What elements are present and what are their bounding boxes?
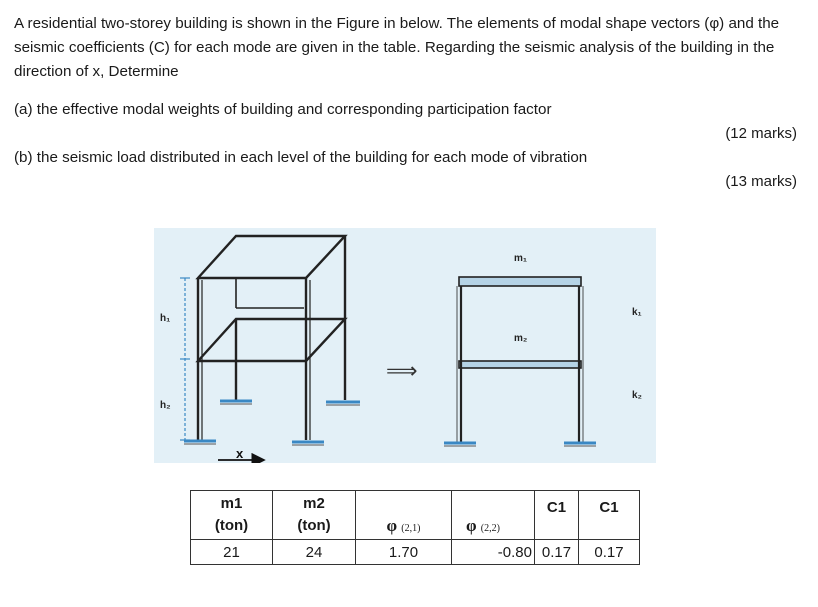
building-figure bbox=[154, 228, 656, 463]
part-b-marks: (13 marks) bbox=[725, 173, 797, 190]
table-header-row bbox=[191, 491, 640, 540]
building-diagram bbox=[154, 228, 656, 463]
c1-header-a: C1 bbox=[535, 491, 579, 540]
h2-label: h₂ bbox=[160, 400, 171, 411]
m1-value: 21 bbox=[191, 540, 273, 565]
part-a-marks: (12 marks) bbox=[725, 125, 797, 142]
modal-data-table bbox=[190, 490, 640, 565]
phi22-header: φ (2,2) bbox=[452, 491, 535, 540]
phi21-value: 1.70 bbox=[356, 540, 452, 565]
height-dimension bbox=[180, 278, 190, 440]
c1b-value: 0.17 bbox=[579, 540, 640, 565]
equivalence-arrow-icon: ⟹ bbox=[386, 359, 418, 384]
question-part-a: (a) the effective modal weights of building and corresponding participation factor bbox=[14, 101, 552, 118]
h1-label: h₁ bbox=[160, 313, 171, 324]
question-intro: A residential two-storey building is shown in the Figure in below. The elements of modal shape vectors (φ) and the seismic coefficients (C) for each mode are given in the table. Regarding the seismic analysis of the building in the direction of x, Determine bbox=[14, 15, 780, 80]
m1-label: m₁ bbox=[514, 253, 528, 264]
c1a-value: 0.17 bbox=[535, 540, 579, 565]
m1-header: m1 (ton) bbox=[191, 491, 273, 540]
table-row bbox=[191, 540, 640, 565]
m2-label: m₂ bbox=[514, 333, 528, 344]
x-direction-label: x bbox=[236, 446, 244, 461]
k1-label: k₁ bbox=[632, 307, 642, 318]
phi21-header: φ (2,1) bbox=[356, 491, 452, 540]
question-part-b: (b) the seismic load distributed in each level of the building for each mode of vibration bbox=[14, 149, 588, 166]
k2-label: k₂ bbox=[632, 390, 643, 401]
supports-3d bbox=[184, 401, 360, 442]
phi22-value: -0.80 bbox=[452, 540, 535, 565]
frame-2d bbox=[457, 277, 583, 442]
m2-header: m2 (ton) bbox=[273, 491, 356, 540]
m2-value: 24 bbox=[273, 540, 356, 565]
c1-header-b: C1 bbox=[579, 491, 640, 540]
frame-3d bbox=[198, 236, 345, 440]
